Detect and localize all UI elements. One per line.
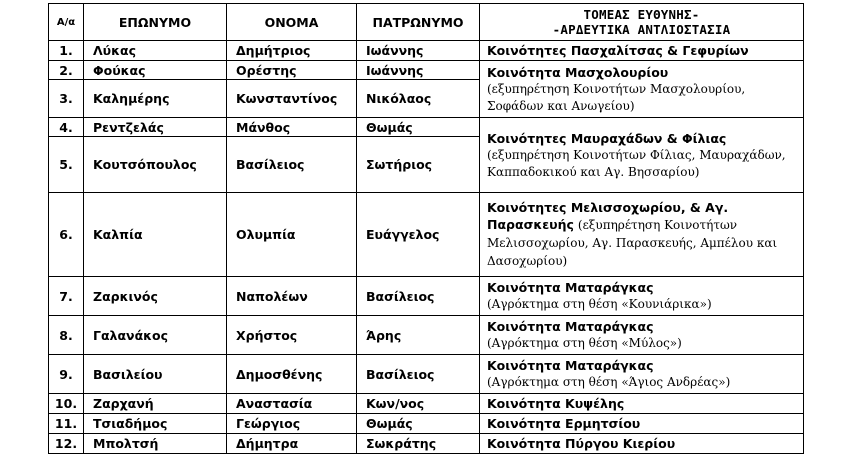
- table-row: [49, 41, 804, 61]
- surname-cell: Ρεντζελάς: [84, 118, 227, 137]
- table-header-row: [49, 4, 804, 41]
- header-sector: [480, 4, 804, 41]
- father-cell: Ιωάννης: [357, 61, 480, 80]
- name-cell: Κωνσταντίνος: [227, 80, 357, 118]
- surname-cell: Βασιλείου: [84, 355, 227, 394]
- surname-cell: Τσιαδήμος: [84, 414, 227, 434]
- name-cell: Ορέστης: [227, 61, 357, 80]
- name-cell: Αναστασία: [227, 394, 357, 414]
- name-cell: Χρήστος: [227, 316, 357, 355]
- sector-detail: (Αγρόκτημα στη θέση «Κουνιάρικα»): [487, 297, 712, 311]
- surname-cell: Φούκας: [84, 61, 227, 80]
- surname-cell: Καλημέρης: [84, 80, 227, 118]
- sector-detail: (εξυπηρέτηση Κοινοτήτων Μελισσοχωρίου, Αγ. Παρασκευής, Αμπέλου και Δασοχωρίου): [487, 218, 778, 268]
- sector-cell: [480, 394, 804, 414]
- father-cell: Βασίλειος: [357, 355, 480, 394]
- surname-cell: Ζαρχανή: [84, 394, 227, 414]
- row-number: 5.: [49, 137, 84, 193]
- sector-detail: (Αγρόκτημα στη θέση «Άγιος Ανδρέας»): [487, 375, 731, 389]
- surname-cell: Κουτσόπουλος: [84, 137, 227, 193]
- surname-cell: Λύκας: [84, 41, 227, 61]
- row-number: 3.: [49, 80, 84, 118]
- row-number: 6.: [49, 193, 84, 277]
- sector-cell: [480, 414, 804, 434]
- sector-detail: (εξυπηρέτηση Κοινοτήτων Μασχολουρίου, Σοφάδων και Ανωγείου): [487, 81, 746, 113]
- row-number: 4.: [49, 118, 84, 137]
- surname-cell: Γαλανάκος: [84, 316, 227, 355]
- sector-detail: (Αγρόκτημα στη θέση «Μύλος»): [487, 336, 682, 350]
- table-row: [49, 414, 804, 434]
- father-cell: Ευάγγελος: [357, 193, 480, 277]
- sector-title: Κοινότητα Ματαράγκας: [487, 358, 654, 373]
- sector-title: Κοινότητα Ερμητσίου: [487, 416, 641, 431]
- sector-title: Κοινότητα Μασχολουρίου: [487, 64, 669, 80]
- name-cell: Γεώργιος: [227, 414, 357, 434]
- father-cell: Νικόλαος: [357, 80, 480, 118]
- sector-cell: [480, 118, 804, 193]
- name-cell: Δημοσθένης: [227, 355, 357, 394]
- row-number: 8.: [49, 316, 84, 355]
- father-cell: Κων/νος: [357, 394, 480, 414]
- header-sector-line2: -ΑΡΔΕΥΤΙΚΑ ΑΝΤΛΙΟΣΤΑΣΙΑ: [552, 22, 731, 37]
- father-cell: Θωμάς: [357, 118, 480, 137]
- personnel-table: [48, 3, 804, 454]
- sector-title: Κοινότητα Ματαράγκας: [487, 319, 654, 334]
- sector-title: Κοινότητα Ματαράγκας: [487, 280, 654, 295]
- header-surname: ΕΠΩΝΥΜΟ: [84, 4, 227, 41]
- row-number: 9.: [49, 355, 84, 394]
- father-cell: Σωτήριος: [357, 137, 480, 193]
- sector-cell: [480, 277, 804, 316]
- sector-title: Κοινότητες Μελισσοχωρίου, & Αγ. Παρασκευής: [487, 200, 729, 232]
- surname-cell: Ζαρκινός: [84, 277, 227, 316]
- header-name: ΟΝΟΜΑ: [227, 4, 357, 41]
- sector-title: Κοινότητες Πασχαλίτσας & Γεφυρίων: [487, 43, 749, 58]
- row-number: 7.: [49, 277, 84, 316]
- name-cell: Δήμητρα: [227, 434, 357, 454]
- table-row: [49, 316, 804, 355]
- father-cell: Ιωάννης: [357, 41, 480, 61]
- sector-title: Κοινότητες Μαυραχάδων & Φίλιας: [487, 130, 727, 146]
- name-cell: Μάνθος: [227, 118, 357, 137]
- table-row: [49, 193, 804, 277]
- sector-title: Κοινότητα Κυψέλης: [487, 396, 625, 411]
- surname-cell: Καλπία: [84, 193, 227, 277]
- sector-cell: [480, 193, 804, 277]
- sector-cell: [480, 41, 804, 61]
- surname-cell: Μπολτσή: [84, 434, 227, 454]
- header-aa: Α/α: [49, 4, 84, 41]
- table-row: [49, 277, 804, 316]
- table-row: [49, 118, 804, 137]
- sector-detail: (εξυπηρέτηση Κοινοτήτων Φίλιας, Μαυραχάδων, Καππαδοκικού και Αγ. Βησσαρίου): [487, 147, 786, 179]
- table-row: [49, 61, 804, 80]
- row-number: 11.: [49, 414, 84, 434]
- name-cell: Ολυμπία: [227, 193, 357, 277]
- sector-cell: [480, 355, 804, 394]
- father-cell: Βασίλειος: [357, 277, 480, 316]
- sector-title: Κοινότητα Πύργου Κιερίου: [487, 436, 676, 451]
- sector-cell: [480, 434, 804, 454]
- table-row: [49, 355, 804, 394]
- table-row: [49, 394, 804, 414]
- father-cell: Άρης: [357, 316, 480, 355]
- header-sector-line1: ΤΟΜΕΑΣ ΕΥΘΥΝΗΣ-: [583, 7, 700, 22]
- row-number: 1.: [49, 41, 84, 61]
- table-row: [49, 434, 804, 454]
- header-father: ΠΑΤΡΩΝΥΜΟ: [357, 4, 480, 41]
- sector-cell: [480, 316, 804, 355]
- row-number: 2.: [49, 61, 84, 80]
- name-cell: Δημήτριος: [227, 41, 357, 61]
- row-number: 10.: [49, 394, 84, 414]
- father-cell: Θωμάς: [357, 414, 480, 434]
- name-cell: Βασίλειος: [227, 137, 357, 193]
- name-cell: Ναπολέων: [227, 277, 357, 316]
- father-cell: Σωκράτης: [357, 434, 480, 454]
- sector-cell: [480, 61, 804, 118]
- row-number: 12.: [49, 434, 84, 454]
